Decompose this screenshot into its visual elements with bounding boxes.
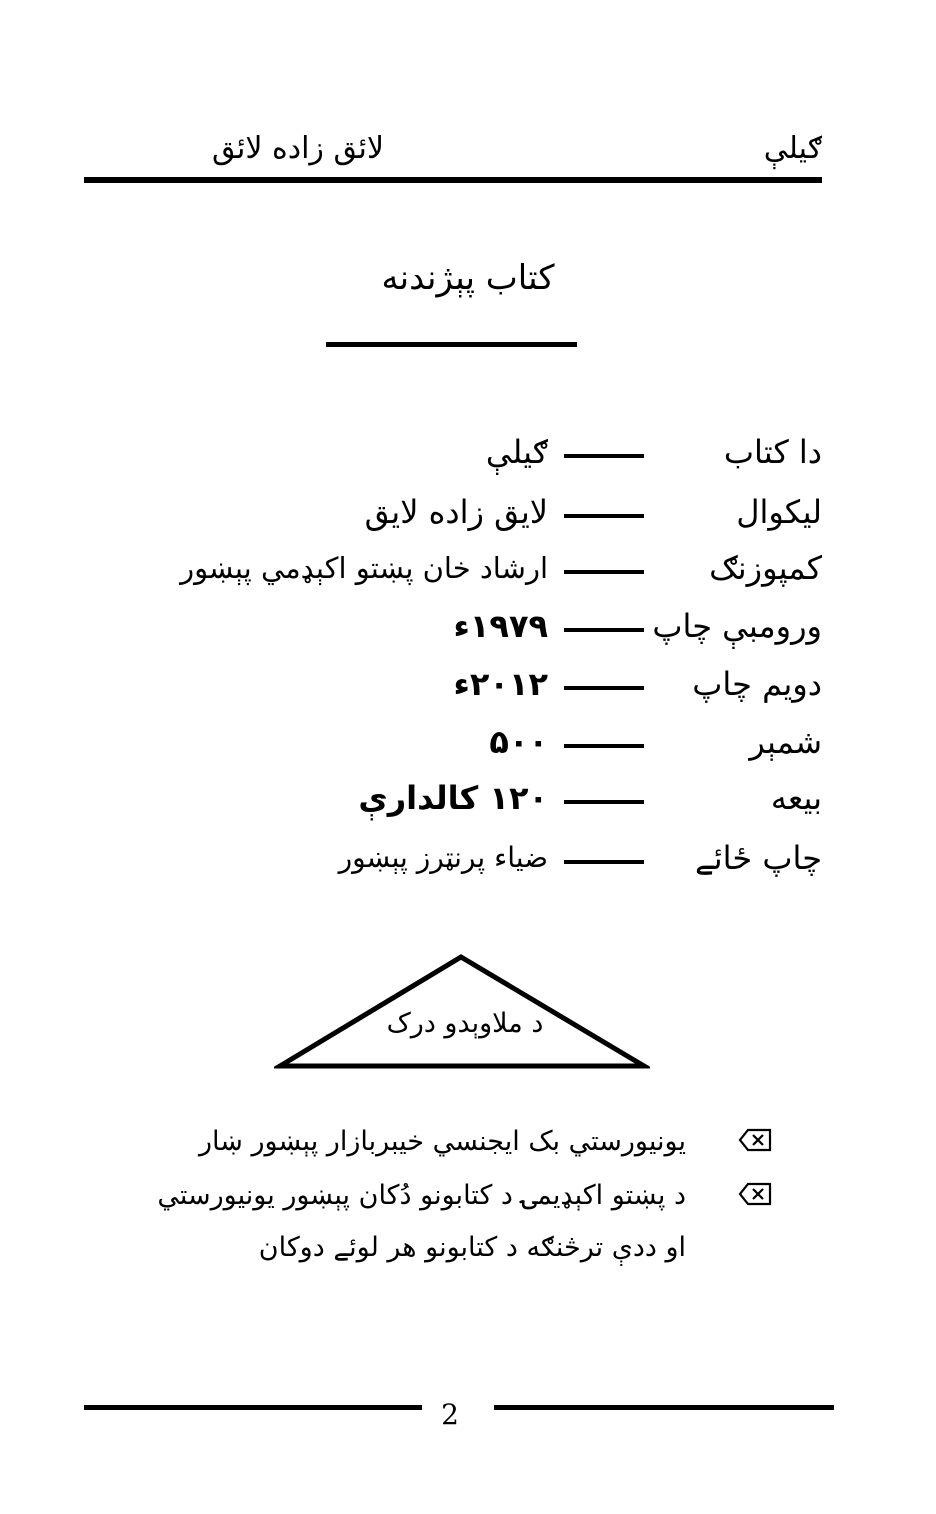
checkbox-x-icon: [738, 1128, 772, 1152]
dash-separator: [564, 454, 644, 458]
imprint-label: ورومبې چاپ: [652, 607, 822, 645]
availability-line: د پښتو اکېډيمۍ د کتابونو دُکان پېښور يونيورستي: [157, 1180, 686, 1211]
imprint-value: ګيلې: [485, 433, 548, 471]
imprint-row-author: [102, 488, 822, 536]
page-number: 2: [441, 1398, 459, 1431]
imprint-value: ۵۰۰: [489, 723, 548, 761]
imprint-label: دا کتاب: [723, 433, 822, 471]
availability-item: [199, 1116, 686, 1168]
dash-separator: [564, 860, 644, 864]
imprint-row-copies: [102, 718, 822, 766]
dash-separator: [564, 744, 644, 748]
availability-line: يونيورستي بک ايجنسي خيبربازار پېښور ښار: [199, 1126, 686, 1157]
dash-separator: [564, 570, 644, 574]
imprint-row-second-edition: [102, 660, 822, 708]
imprint-row-first-edition: [102, 602, 822, 650]
imprint-label: ليکوال: [736, 493, 822, 531]
imprint-row-composing: [102, 544, 822, 592]
imprint-value: ۲۰۱۲ء: [453, 665, 548, 703]
title-underline: [326, 342, 577, 347]
imprint-row-price: [102, 774, 822, 822]
imprint-label: چاپ ځائے: [694, 839, 822, 877]
checkbox-x-icon: [738, 1182, 772, 1206]
imprint-label: کمپوزنګ: [709, 549, 822, 587]
availability-item: [157, 1170, 686, 1274]
dash-separator: [564, 800, 644, 804]
availability-heading: د ملاوېدو درک: [386, 1008, 544, 1039]
imprint-label: بيعه: [770, 779, 822, 817]
imprint-value: لايق زاده لايق: [364, 493, 548, 531]
imprint-row-book: [102, 428, 822, 476]
header-rule: [84, 177, 822, 183]
imprint-value: ضياء پرنټرز پېښور: [338, 841, 548, 874]
imprint-value: ارشاد خان پښتو اکېډمي پېښور: [180, 551, 548, 585]
dash-separator: [564, 628, 644, 632]
imprint-row-press: [102, 834, 822, 882]
dash-separator: [564, 514, 644, 518]
availability-line: او ددې ترڅنګه د کتابونو هر لوئے دوکان: [258, 1232, 686, 1263]
page-title: کتاب پېژندنه: [381, 258, 555, 298]
imprint-label: دويم چاپ: [692, 665, 822, 703]
imprint-value: ۱۲۰ کالدارې: [358, 779, 548, 817]
running-header-author: لائق زاده لائق: [212, 131, 384, 166]
imprint-label: شمېر: [749, 723, 822, 761]
imprint-value: ۱۹۷۹ء: [453, 607, 548, 645]
running-header-book-title: ګيلې: [763, 131, 822, 166]
dash-separator: [564, 686, 644, 690]
